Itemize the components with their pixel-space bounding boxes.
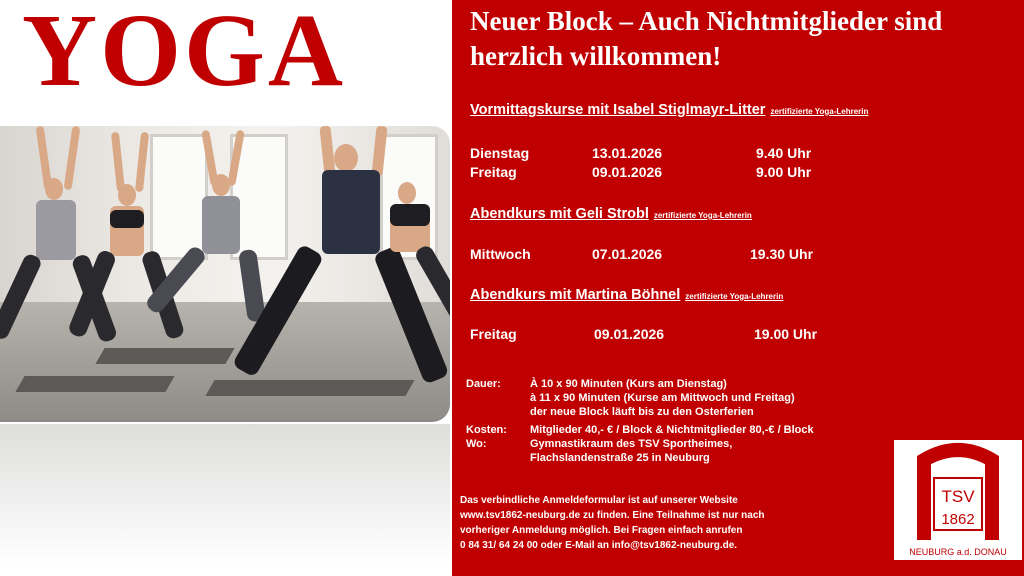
tsv-emblem-icon: [894, 440, 1022, 546]
logo-year-text: 1862: [941, 511, 975, 528]
location-line: Gymnastikraum des TSV Sportheimes,: [530, 438, 733, 450]
course-section-title: [470, 102, 868, 118]
left-panel: [0, 0, 452, 576]
section-title-text: Vormittagskurse mit Isabel Stiglmayr-Litter: [470, 102, 766, 118]
yoga-mat: [205, 380, 414, 396]
footer-line: vorheriger Anmeldung möglich. Bei Fragen einfach anrufen: [460, 525, 743, 536]
footer-line: Das verbindliche Anmeldeformular ist auf unserer Website: [460, 495, 738, 506]
duration-line: À 10 x 90 Minuten (Kurs am Dienstag): [530, 378, 727, 390]
logo-city-text: NEUBURG a.d. DONAU: [909, 547, 1007, 557]
headline: Neuer Block – Auch Nichtmitglieder sind herzlich willkommen!: [470, 6, 943, 71]
schedule-day: Freitag: [470, 326, 517, 342]
yoga-class-photo: [0, 126, 450, 422]
location-label: Wo:: [466, 438, 487, 450]
section-title-text: Abendkurs mit Geli Strobl: [470, 206, 649, 222]
info-panel: [452, 0, 1024, 576]
footer-line: www.tsv1862-neuburg.de zu finden. Eine Teilnahme ist nur nach: [460, 510, 765, 521]
logo-club-text: TSV: [941, 487, 975, 506]
duration-line: der neue Block läuft bis zu den Osterferien: [530, 406, 754, 418]
schedule-day: Dienstag: [470, 145, 530, 161]
certification-note: zertifizierte Yoga-Lehrerin: [653, 211, 752, 220]
tsv-logo: [894, 440, 1022, 560]
schedule-day: Mittwoch: [470, 246, 531, 262]
certification-note: zertifizierte Yoga-Lehrerin: [770, 107, 869, 116]
course-section-title: [470, 287, 783, 303]
schedule-time: 19.30 Uhr: [750, 246, 814, 262]
schedule-date: 07.01.2026: [592, 246, 663, 262]
cost-label: Kosten:: [466, 424, 507, 436]
duration-line: à 11 x 90 Minuten (Kurse am Mittwoch und Freitag): [530, 392, 795, 404]
yoga-title: YOGA: [22, 0, 346, 108]
schedule-date: 09.01.2026: [594, 326, 665, 342]
footer-line: 0 84 31/ 64 24 00 oder E-Mail an info@tsv1862-neuburg.de.: [460, 540, 738, 551]
certification-note: zertifizierte Yoga-Lehrerin: [685, 292, 784, 301]
schedule-day: Freitag: [470, 164, 517, 180]
cost-value: Mitglieder 40,- € / Block & Nichtmitglieder 80,-€ / Block: [530, 424, 814, 436]
yoga-mat: [15, 376, 174, 392]
registration-note: [460, 493, 765, 553]
duration-label: Dauer:: [466, 378, 501, 390]
schedule-date: 13.01.2026: [592, 145, 663, 161]
schedule-time: 9.40 Uhr: [756, 145, 812, 161]
section-title-text: Abendkurs mit Martina Böhnel: [470, 287, 681, 303]
yoga-mat: [95, 348, 234, 364]
schedule-date: 09.01.2026: [592, 164, 663, 180]
schedule-time: 19.00 Uhr: [754, 326, 818, 342]
window: [150, 134, 208, 260]
schedule-time: 9.00 Uhr: [756, 164, 812, 180]
location-line: Flachslandenstraße 25 in Neuburg: [530, 452, 710, 464]
course-section-title: [470, 206, 752, 222]
photo-reflection: [0, 424, 450, 564]
